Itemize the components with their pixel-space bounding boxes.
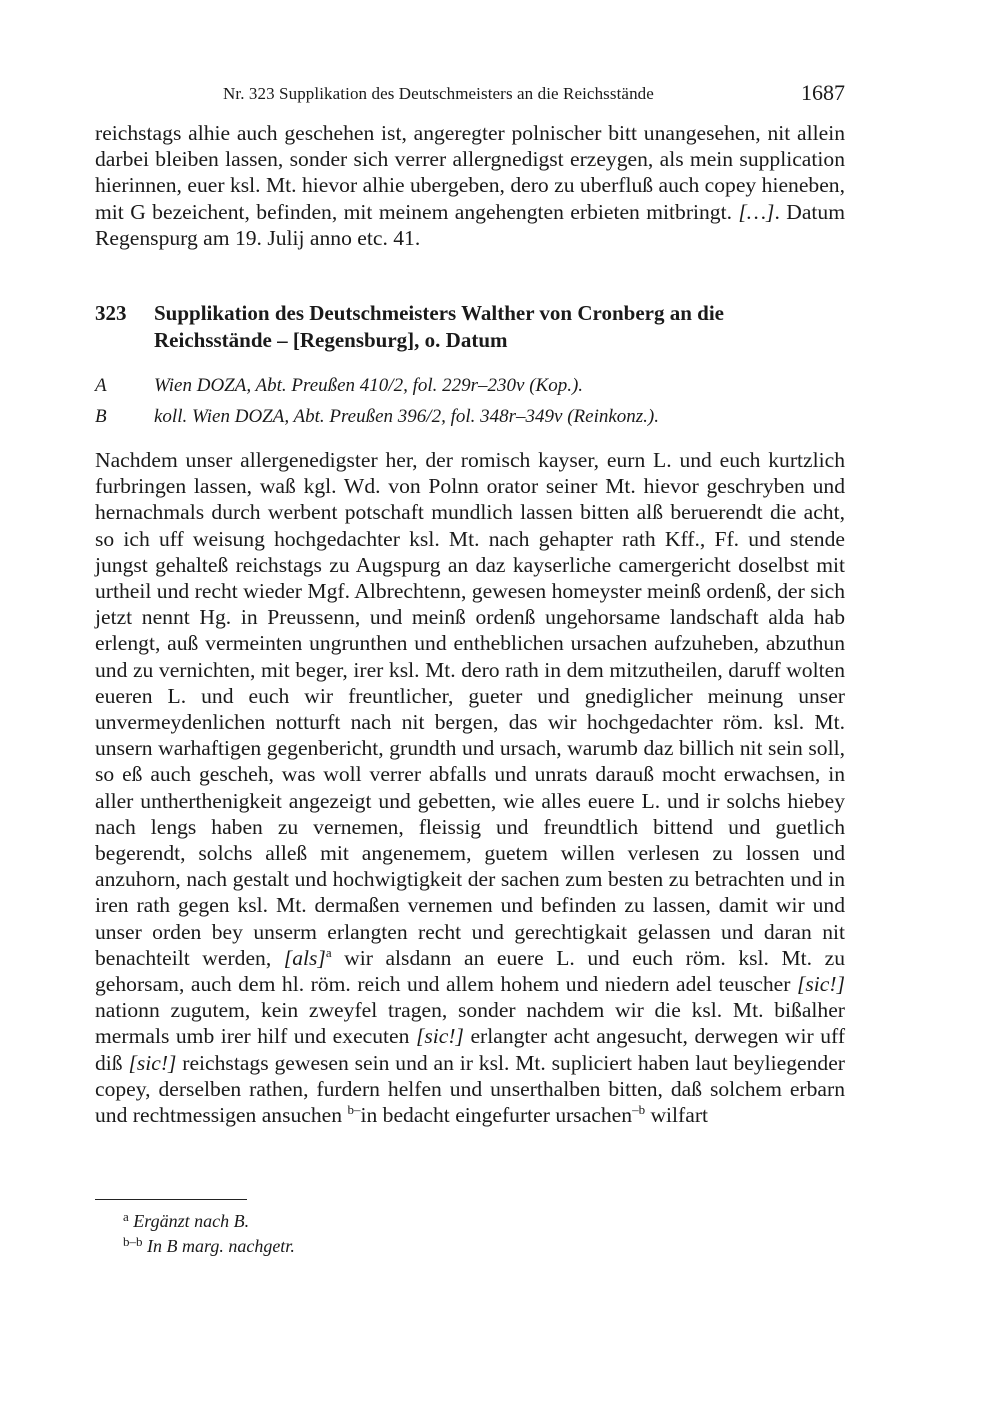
editorial-insert: [als] (283, 945, 326, 970)
document-number: 323 (95, 301, 127, 325)
running-header (95, 80, 845, 106)
main-text-2: wir alsdann an euere L. und euch röm. ksl. Mt. zu gehorsam, auch dem hl. röm. reich und allem hohem und niedern adel teuscher (95, 945, 845, 997)
source-entry (95, 401, 845, 432)
sic-marker: [sic!] (797, 972, 845, 997)
footnote-divider (95, 1199, 247, 1200)
running-title: Nr. 323 Supplikation des Deutschmeisters an die Reichsstände (223, 84, 654, 103)
source-list (95, 370, 845, 432)
footnote-ref-a: a (325, 944, 332, 960)
sic-marker: [sic!] (128, 1050, 177, 1075)
source-entry (95, 370, 845, 401)
main-text-5: reichstags gewesen sein und an ir ksl. Mt. supliciert haben laut beyliegender copey, derselben rathen, furdern helfen und unserthalben bitten, daß solchem erbarn und rechtmessigen ansuchen (95, 1050, 845, 1128)
document-heading (95, 300, 845, 354)
source-siglum: A (95, 375, 107, 396)
intro-text-1: reichstags alhie auch geschehen ist, angeregter polnischer bitt unangesehen, nit allein darbei bleiben lassen, sonder sich verrer allergnedigst erzeygen, als mein supplication hierinnen, euer ksl. Mt. hievor alhie ubergeben, dero zu uberfluß auch copey hieneben, mit G bezeichent, befinden, mit meinem angehengten erbieten mitbringt. (95, 121, 845, 224)
omission-mark: […] (738, 199, 775, 224)
footnote-b (95, 1229, 845, 1254)
main-text-6: in bedacht eingefurter ursachen (360, 1103, 633, 1128)
source-siglum: B (95, 406, 107, 427)
source-reference: koll. Wien DOZA, Abt. Preußen 396/2, fol. 348r–349v (Reinkonz.). (154, 406, 660, 427)
main-paragraph (95, 447, 845, 1128)
intro-paragraph (95, 120, 845, 251)
footnote-mark: b–b (123, 1234, 143, 1249)
main-text-4: erlangter acht angesucht, derwegen wir uff diß (95, 1024, 846, 1075)
footnote-ref-b-close: –b (632, 1102, 646, 1118)
page-number: 1687 (801, 80, 845, 105)
footnote-mark: a (123, 1209, 129, 1224)
footnote-a (95, 1204, 845, 1229)
main-text-3: nationn zugutem, kein zweyfel tragen, sonder nachdem wir die ksl. Mt. bißalher mermals umb irer hilf und executen (95, 998, 845, 1049)
main-text-7: wilfart (645, 1103, 709, 1128)
footnote-ref-b-open: b– (347, 1102, 361, 1118)
source-reference: Wien DOZA, Abt. Preußen 410/2, fol. 229r–230v (Kop.). (154, 375, 584, 396)
footnotes (95, 1204, 845, 1254)
footnote-text: Ergänzt nach B. (133, 1211, 250, 1231)
intro-text-2: . Datum Regenspurg am 19. Julij anno etc. 41. (95, 199, 846, 250)
sic-marker: [sic!] (415, 1024, 464, 1049)
main-text-1: Nachdem unser allergenedigster her, der romisch kayser, eurn L. und euch kurtzlich furbringen lassen, waß kgl. Wd. von Polnn orator seiner Mt. hievor geschryben und hernachmals durch werbent potschaft mundlich lassen bitten alß beruerendt die acht, so ich uff weisung hochgedachter ksl. Mt. nach gehapter rath Kff., Ff. und stende jungst gehalteß reichstags zu Augspurg an daz kayserliche camergericht doselbst mit urtheil und recht wieder Mgf. Albrechtenn, gewesen homeyster meinß ordenß, der sich jetzt nennt Hg. in Preussenn, und meinß ordenß ungehorsame landschaft alda hab erlengt, auß vermeinten ungrunthen und entheblichen ursachen aufzuheben, abzuthun und zu vernichten, mit beger, irer ksl. Mt. dero rath in dem mitzutheilen, daruff wolten eueren L. und euch wir freuntlicher, gueter und gnediglicher meinung unser unvermeydenlichen notturft nach nit bergen, das wir hochgedachter röm. ksl. Mt. unsern warhaftigen gegenbericht, grundth und ursach, warumb daz billich nit sein soll, so eß auch gescheh, was woll verrer abfalls und unrats darauß mocht erwachsen, in aller untherthenigkeit angezeigt und gebetten, wie alles euere L. und ir solchs hiebey nach lengs haben zu vernemen, fleissig und freundtlich bittend und guetlich begerendt, solchs alleß mit angenemem, guetem willen verlesen zu lossen und anzuhorn, nach gestalt und hochwigtigkeit der sachen zum besten zu betrachten und in iren rath gegen ksl. Mt. dermaßen vernemen und befinden zu lassen, damit wir und unser orden bey unserm erlangten recht und gerechtigkait gelassen und daran nit benachteilt werden, (95, 448, 845, 970)
footnote-text: In B marg. nachgetr. (147, 1236, 295, 1256)
document-title: Supplikation des Deutschmeisters Walther von Cronberg an die Reichsstände – [Regensburg], o. Datum (154, 301, 724, 352)
